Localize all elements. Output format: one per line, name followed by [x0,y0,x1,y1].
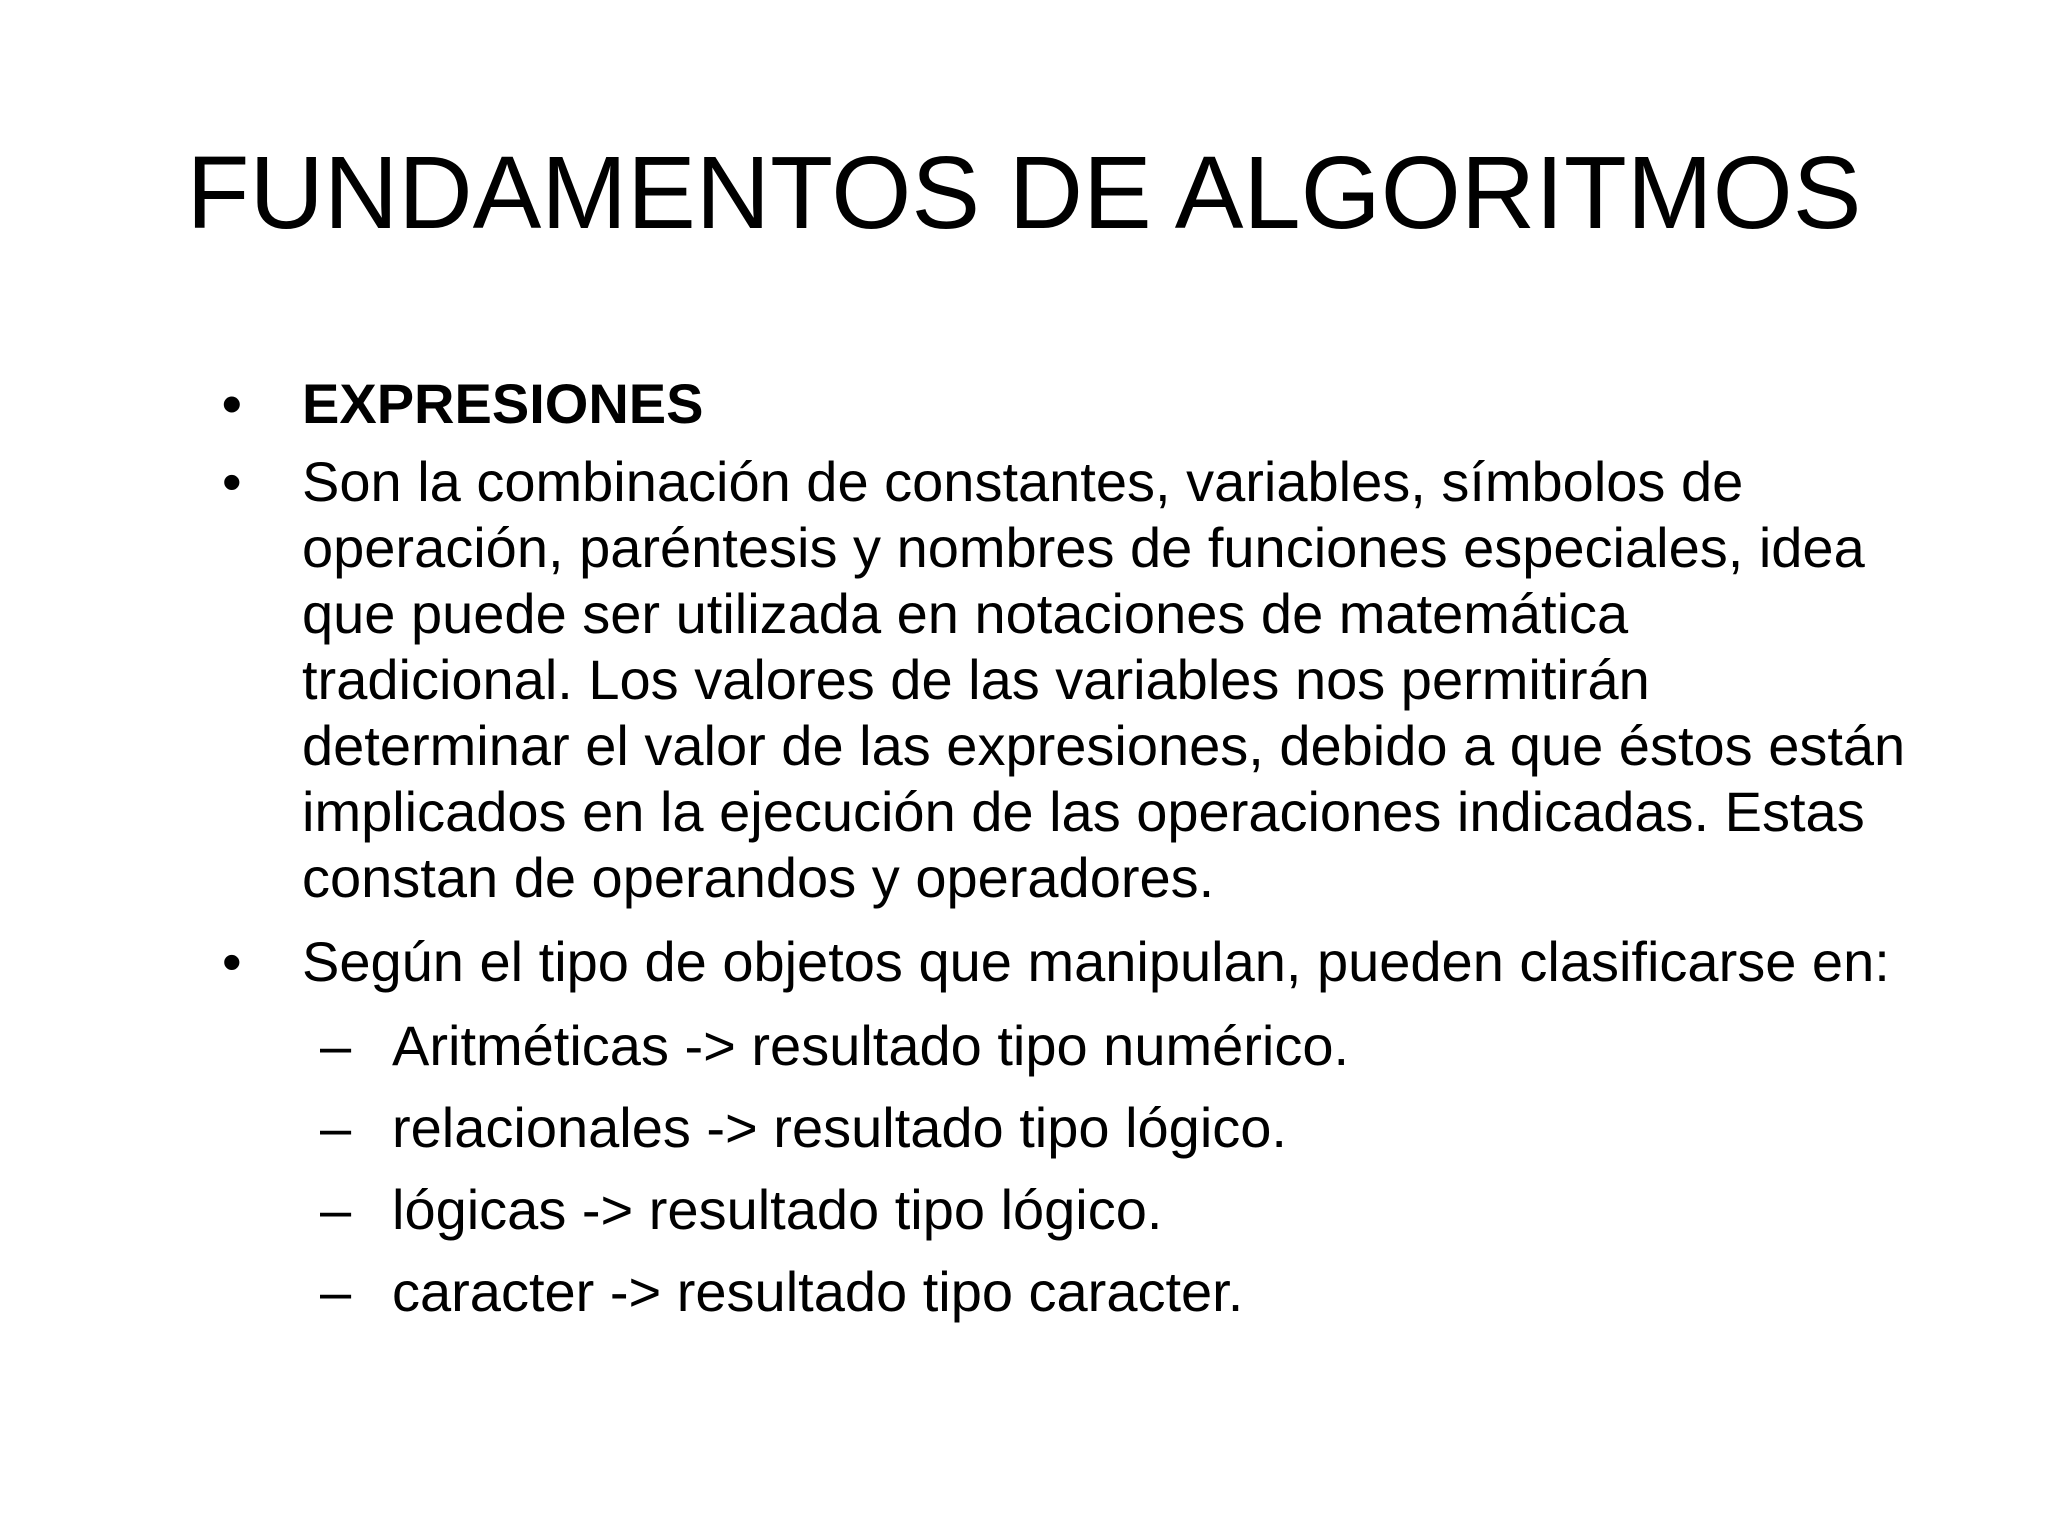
sub-item-text: relacionales -> resultado tipo lógico. [392,1096,1287,1159]
bullet-marker: • [222,930,242,993]
sub-list [212,1013,1912,1325]
bullet-text: Son la combinación de constantes, variables, símbolos de operación, paréntesis y nombres de funciones especiales, idea que puede ser utilizada en notaciones de matemática tradicional. Los valores de las variables nos permitirán determinar el valor de las expresiones, debido a que éstos están implicados en la ejecución de las operaciones indicadas. Estas constan de operandos y operadores. [302,450,1906,909]
bullet-marker: • [222,450,242,513]
sub-list-item [212,1259,1912,1325]
bullet-text: Según el tipo de objetos que manipulan, pueden clasificarse en: [302,930,1890,993]
slide-content [212,371,1912,1341]
sub-list-item [212,1013,1912,1079]
sub-marker: – [320,1260,352,1323]
sub-marker: – [320,1096,352,1159]
bullet-item [212,371,1912,437]
slide-title: FUNDAMENTOS DE ALGORITMOS [186,135,1862,250]
sub-marker: – [320,1178,352,1241]
bullet-marker: • [222,372,242,435]
sub-list-item [212,1177,1912,1243]
bullet-item [212,929,1912,995]
sub-item-text: caracter -> resultado tipo caracter. [392,1260,1244,1323]
bullet-text: EXPRESIONES [302,372,704,435]
sub-item-text: Aritméticas -> resultado tipo numérico. [392,1014,1350,1077]
sub-marker: – [320,1014,352,1077]
sub-list-item [212,1095,1912,1161]
sub-item-text: lógicas -> resultado tipo lógico. [392,1178,1163,1241]
bullet-item [212,449,1912,911]
